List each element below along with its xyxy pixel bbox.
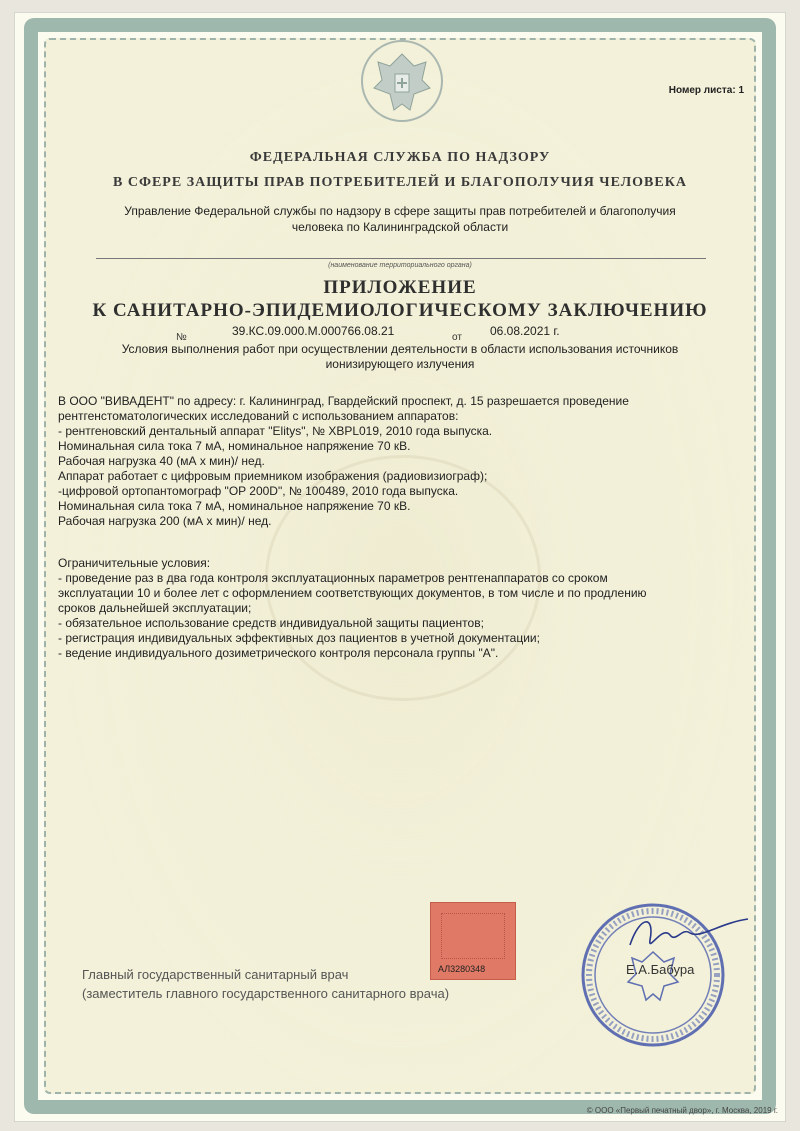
emblem-icon xyxy=(360,36,444,126)
body-line: рентгенстоматологических исследований с использованием аппаратов: xyxy=(58,409,459,423)
restriction-line: сроков дальнейшей эксплуатации; xyxy=(58,601,252,615)
divider xyxy=(96,258,706,259)
restriction-line: - ведение индивидуального дозиметрического контроля персонала группы "А". xyxy=(58,646,499,660)
date-label: от xyxy=(452,332,462,343)
body-line: Рабочая нагрузка 200 (мА х мин)/ нед. xyxy=(58,514,272,528)
body-line: Номинальная сила тока 7 мА, номинальное напряжение 70 кВ. xyxy=(58,499,411,513)
signatory-title xyxy=(82,965,449,1003)
signature-icon xyxy=(600,905,750,965)
conclusion-number: 39.КС.09.000.М.000766.08.21 xyxy=(232,324,395,338)
body-line: - рентгеновский дентальный аппарат "Elitys", № XBPL019, 2010 года выпуска. xyxy=(58,424,493,438)
conditions-line: ионизирующего излучения xyxy=(325,357,475,371)
sheet-number: Номер листа: 1 xyxy=(668,85,744,96)
body-line: В ООО "ВИВАДЕНТ" по адресу: г. Калининград, Гвардейский проспект, д. 15 разрешается проведение xyxy=(58,394,629,408)
restriction-line: Ограничительные условия: xyxy=(58,556,211,570)
signatory-line: Главный государственный санитарный врач xyxy=(82,967,349,982)
conclusion-date: 06.08.2021 г. xyxy=(490,324,560,338)
body-line: Аппарат работает с цифровым приемником изображения (радиовизиограф); xyxy=(58,469,488,483)
body-line: -цифровой ортопантомограф "OP 200D", № 100489, 2010 года выпуска. xyxy=(58,484,459,498)
restrictions-block xyxy=(58,556,748,661)
signatory-line: (заместитель главного государственного санитарного врача) xyxy=(82,986,450,1001)
signatory-name: Е.А.Бабура xyxy=(626,962,695,977)
divider-caption: (наименование территориального органа) xyxy=(328,262,472,269)
conditions-line: Условия выполнения работ при осуществлении деятельности в области использования источников xyxy=(121,342,679,356)
permission-body xyxy=(58,394,738,529)
restriction-line: - регистрация индивидуальных эффективных доз пациентов в учетной документации; xyxy=(58,631,540,645)
conditions-heading xyxy=(60,342,740,372)
body-line: Номинальная сила тока 7 мА, номинальное напряжение 70 кВ. xyxy=(58,439,411,453)
department-line: человека по Калининградской области xyxy=(291,220,509,234)
agency-title-line1: ФЕДЕРАЛЬНАЯ СЛУЖБА ПО НАДЗОРУ xyxy=(249,150,551,165)
restriction-line: эксплуатации 10 и более лет с оформлением соответствующих документов, в том числе и по продлению xyxy=(58,586,647,600)
document-title-line2: К САНИТАРНО-ЭПИДЕМИОЛОГИЧЕСКОМУ ЗАКЛЮЧЕНИЮ xyxy=(92,300,708,321)
hologram-pattern xyxy=(441,913,505,959)
restriction-line: - проведение раз в два года контроля эксплуатационных параметров рентгенаппаратов со сроком xyxy=(58,571,608,585)
body-line: Рабочая нагрузка 40 (мА х мин)/ нед. xyxy=(58,454,265,468)
restriction-line: - обязательное использование средств индивидуальной защиты пациентов; xyxy=(58,616,484,630)
document-title-line1: ПРИЛОЖЕНИЕ xyxy=(323,277,477,298)
department-line: Управление Федеральной службы по надзору в сфере защиты прав потребителей и благополучия xyxy=(124,204,676,218)
serial-number: АЛ3280348 xyxy=(438,964,486,974)
printer-copyright: © ООО «Первый печатный двор», г. Москва, 2019 г. xyxy=(586,1106,778,1115)
department-name xyxy=(60,203,740,235)
number-label: № xyxy=(176,332,187,343)
agency-title-line2: В СФЕРЕ ЗАЩИТЫ ПРАВ ПОТРЕБИТЕЛЕЙ И БЛАГОПОЛУЧИЯ ЧЕЛОВЕКА xyxy=(113,175,687,190)
